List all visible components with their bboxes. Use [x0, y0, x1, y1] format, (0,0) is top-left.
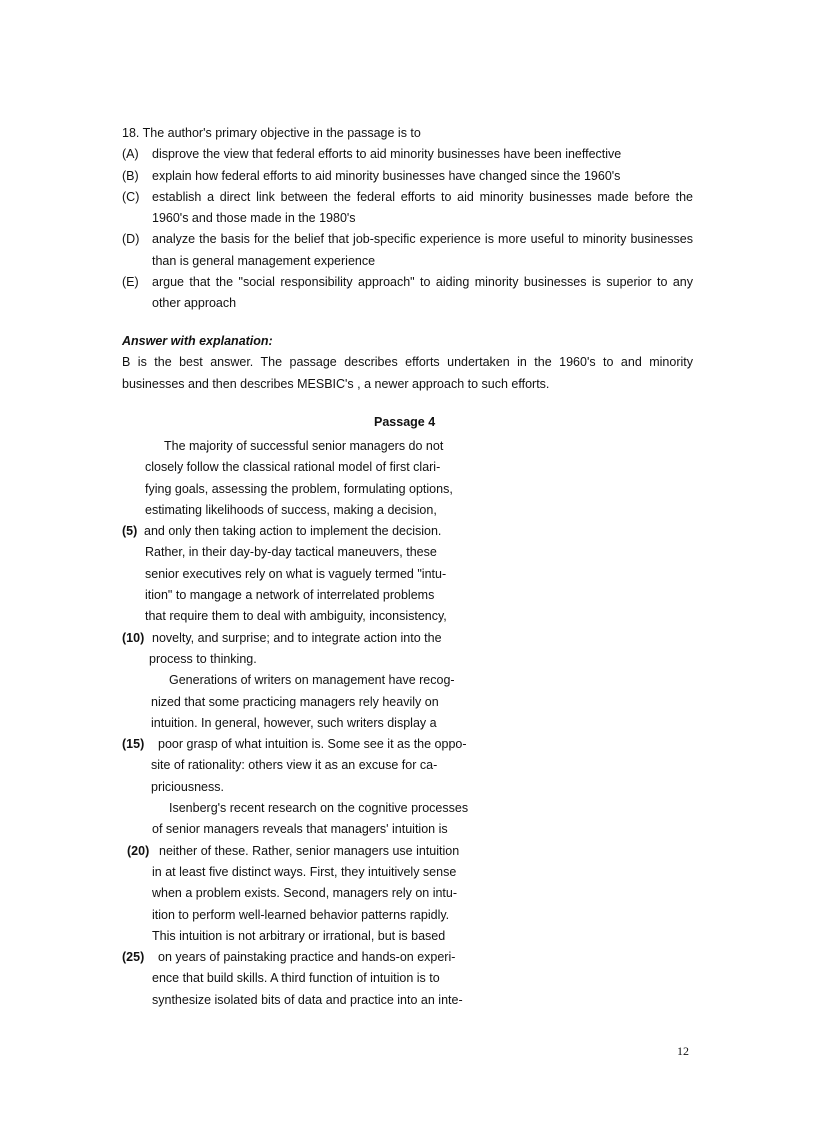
line-text: Isenberg's recent research on the cognitive processes — [169, 801, 469, 816]
line-text: that require them to deal with ambiguity, inconsistency, — [145, 609, 447, 624]
line-text: site of rationality: others view it as an excuse for ca- — [151, 758, 438, 773]
passage-line — [122, 819, 522, 840]
passage-line — [122, 649, 522, 670]
passage-line — [122, 968, 522, 989]
passage-line — [122, 990, 522, 1011]
line-text: senior executives rely on what is vaguely termed "intu- — [145, 566, 447, 581]
line-text: priciousness. — [151, 779, 224, 794]
option-letter: (D) — [122, 232, 140, 247]
option-text: argue that the "social responsibility approach" to aiding minority businesses is superior to any other approach — [152, 275, 693, 311]
option-text: analyze the basis for the belief that job-specific experience is more useful to minority businesses than is general management experience — [152, 232, 693, 268]
line-text: neither of these. Rather, senior managers use intuition — [159, 843, 460, 858]
passage-line — [122, 777, 522, 798]
question-18 — [122, 123, 693, 315]
page-number: 12 — [677, 1044, 689, 1058]
line-number: (20) — [127, 843, 150, 858]
line-text: ition to perform well-learned behavior patterns rapidly. — [152, 907, 450, 922]
line-text: closely follow the classical rational model of first clari- — [145, 460, 441, 475]
line-text: poor grasp of what intuition is. Some see it as the oppo- — [158, 737, 467, 752]
option-a — [122, 144, 693, 165]
passage-line — [122, 479, 522, 500]
option-d — [122, 229, 693, 272]
option-text: establish a direct link between the federal efforts to aid minority businesses made before the 1960's and those made in the 1980's — [152, 189, 693, 226]
line-text: Generations of writers on management have recog- — [169, 673, 455, 688]
line-text: on years of painstaking practice and hands-on experi- — [158, 950, 456, 965]
answer-text: B is the best answer. The passage describes efforts undertaken in the 1960's to and minority businesses and then describes MESBIC's , a newer approach to such efforts. — [122, 355, 693, 391]
passage-line — [122, 713, 522, 734]
passage-line — [122, 457, 522, 478]
line-text: Rather, in their day-by-day tactical maneuvers, these — [145, 545, 437, 560]
line-text: and only then taking action to implement the decision. — [144, 524, 442, 539]
passage-line — [122, 564, 522, 585]
line-text: ition" to mangage a network of interrelated problems — [145, 588, 435, 603]
line-text: nized that some practicing managers rely heavily on — [151, 694, 439, 709]
passage-line — [122, 926, 522, 947]
line-text: intuition. In general, however, such writers display a — [151, 715, 437, 730]
passage-line — [122, 521, 522, 542]
passage-body — [122, 436, 522, 1011]
option-letter: (C) — [122, 189, 140, 204]
option-letter: (B) — [122, 168, 139, 183]
line-number: (10) — [122, 630, 145, 645]
line-text: of senior managers reveals that managers' intuition is — [152, 822, 448, 837]
option-text: disprove the view that federal efforts to aid minority businesses have been ineffective — [152, 147, 622, 162]
passage-title: Passage 4 — [374, 415, 436, 429]
line-text: novelty, and surprise; and to integrate action into the — [152, 630, 442, 645]
passage-line — [122, 500, 522, 521]
passage-line — [122, 734, 522, 755]
line-text: process to thinking. — [149, 651, 257, 666]
passage-line — [122, 542, 522, 563]
line-text: synthesize isolated bits of data and practice into an inte- — [152, 992, 463, 1007]
passage-line — [122, 905, 522, 926]
line-text: ence that build skills. A third function of intuition is to — [152, 971, 440, 986]
passage-line — [122, 670, 522, 691]
line-number: (5) — [122, 524, 138, 539]
passage-line — [122, 841, 522, 862]
option-b — [122, 166, 693, 187]
line-text: when a problem exists. Second, managers rely on intu- — [152, 886, 458, 901]
option-e — [122, 272, 693, 315]
answer-heading: Answer with explanation: — [122, 334, 273, 348]
passage-line — [122, 585, 522, 606]
passage-line — [122, 692, 522, 713]
passage-line — [122, 862, 522, 883]
passage-line — [122, 798, 522, 819]
passage-line — [122, 883, 522, 904]
line-text: estimating likelihoods of success, making a decision, — [145, 502, 437, 517]
line-text: The majority of successful senior managers do not — [164, 439, 444, 453]
option-letter: (E) — [122, 275, 139, 290]
line-number: (25) — [122, 950, 145, 965]
passage-line — [122, 436, 522, 457]
line-number: (15) — [122, 737, 145, 752]
passage-line — [122, 628, 522, 649]
question-stem: 18. The author's primary objective in the passage is to — [122, 126, 421, 140]
line-text: in at least five distinct ways. First, they intuitively sense — [152, 864, 457, 879]
option-text: explain how federal efforts to aid minority businesses have changed since the 1960's — [152, 168, 621, 183]
passage-line — [122, 755, 522, 776]
answer-section — [122, 331, 693, 395]
line-text: fying goals, assessing the problem, formulating options, — [145, 481, 453, 496]
option-letter: (A) — [122, 147, 139, 162]
line-text: This intuition is not arbitrary or irrational, but is based — [152, 928, 446, 943]
passage-line — [122, 947, 522, 968]
option-c — [122, 187, 693, 230]
passage-line — [122, 606, 522, 627]
